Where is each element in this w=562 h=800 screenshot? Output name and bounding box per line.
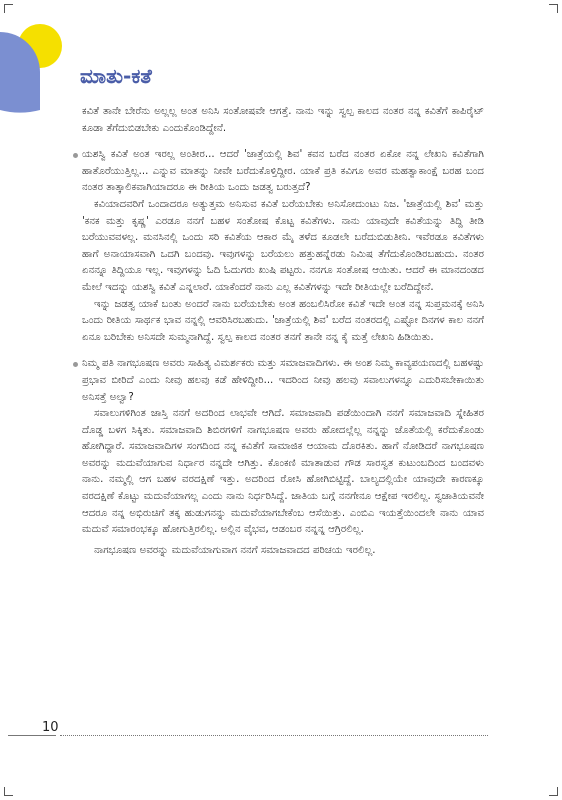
crop-mark-bottom-left — [4, 787, 13, 796]
question-2: ನಿಮ್ಮ ಪತಿ ನಾಗಭೂಷಣ ಅವರು ಸಾಹಿತ್ಯ ವಿಮರ್ಶಕರು ಮತ್ತು ಸಮಾಜವಾದಿಗಳು. ಈ ಅಂಶ ನಿಮ್ಮ ಕಾವ್ಯಪಯಣದಲ್ಲಿ ಬಹಳಷ್ಟು ಪ್ರಭಾವ ಬೀರಿದೆ ಎಂದು ನೀವು ಹಲವು ಕಡೆ ಹೇಳಿದ್ದೀರಿ... ಇದರಿಂದ ನೀವು ಹಲವು ಸವಾಲುಗಳನ್ನೂ ಎದುರಿಸಬೇಕಾಯಿತು ಅನಿಸತ್ತೆ ಅಲ್ವಾ? — [82, 358, 484, 403]
question-block-2 — [82, 356, 484, 406]
footer-rule — [8, 735, 56, 736]
footer-dotted-rule — [60, 735, 488, 736]
intro-paragraph: ಕವಿತೆ ತಾನೇ ಬೇರೆನು ಅಲ್ಲಲ್ಲ ಅಂತ ಅನಿಸಿ ಸಂತೋಷವೇ ಆಗತ್ತೆ. ನಾನು ಇನ್ನು ಸ್ವಲ್ಪ ಕಾಲದ ನಂತರ ನನ್ನ ಕವಿತೆಗೆ ಕಾಪಿರೈಟ್ ಕೂಡಾ ತೆಗೆದುಬಿಡಬೇಕು ಎಂದುಕೊಂಡಿದ್ದೇನೆ. — [82, 106, 484, 134]
page-title: ಮಾತು-ಕತೆ — [80, 64, 152, 88]
answer-1-paragraph-1: ಕವಿಯಾದವರಿಗೆ ಒಂದಾದರೂ ಅತ್ಯುತ್ತಮ ಅನಿಸುವ ಕವಿತೆ ಬರೆಯಬೇಕು ಅನಿಸೋದುಂಟು ನಿಜ. 'ಜಾತ್ರೆಯಲ್ಲಿ ಶಿವ' ಮತ್ತು 'ಕನಕ ಮತ್ತು ಕೃಷ್ಣ' ಎರಡೂ ನನಗೆ ಬಹಳ ಸಂತೋಷ ಕೊಟ್ಟ ಕವಿತೆಗಳು. ನಾನು ಯಾವುದೇ ಕವಿತೆಯನ್ನು ತಿದ್ದಿ ತೀಡಿ ಬರೆಯುವವಳಲ್ಲ. ಮನಸಿನಲ್ಲಿ ಒಂದು ಸರಿ ಕವಿತೆಯ ಆಕಾರ ಮೈ ತಳೆದ ಕೂಡಲೇ ಬರೆದುಬಿಡುತೀನಿ. ಇವೆರಡೂ ಕವಿತೆಗಳು ಹಾಗೆ ಅನಾಯಾಸವಾಗಿ ಒದಗಿ ಬಂದವು. ಇವುಗಳನ್ನು ಬರೆಯಲು ಹತ್ತುಹನ್ನೆರಡು ನಿಮಿಷ ತೆಗೆದುಕೊಂಡಿರಬಹುದು. ನಂತರ ಏನನ್ನೂ ತಿದ್ದಿಯೂ ಇಲ್ಲ. ಇವುಗಳನ್ನು ಓದಿ ಓದುಗರು ಖುಷಿ ಪಟ್ಟರು. ನನಗೂ ಸಂತೋಷ ಆಯಿತು. ಆದರೆ ಈ ಮಾನದಂಡದ ಮೇಲೆ ಇದನ್ನು ಯಶಸ್ವಿ ಕವಿತೆ ಎನ್ನಲಾರೆ. ಯಾಕೆಂದರೆ ನಾನು ಎಲ್ಲ ಕವಿತೆಗಳನ್ನು ಇದೇ ರೀತಿಯಲ್ಲೇ ಬರೆದಿದ್ದೇನೆ. — [82, 198, 484, 293]
answer-2-paragraph-1: ಸವಾಲುಗಳಿಗಿಂತ ಜಾಸ್ತಿ ನನಗೆ ಅದರಿಂದ ಲಾಭವೇ ಆಗಿದೆ. ಸಮಾಜವಾದಿ ಪಡೆಯಿಂದಾಗಿ ನನಗೆ ಸಮಾಜವಾದಿ ಸ್ನೇಹಿತರ ದೊಡ್ಡ ಬಳಗ ಸಿಕ್ಕಿತು. ಸಮಾಜವಾದಿ ಶಿಬಿರಗಳಿಗೆ ನಾಗಭೂಷಣ ಅವರು ಹೋದಲ್ಲೆಲ್ಲ ನನ್ನನ್ನು ಜೊತೆಯಲ್ಲಿ ಕರೆದುಕೊಂಡು ಹೋಗಿದ್ದಾರೆ. ಸಮಾಜವಾದಿಗಳ ಸಂಗದಿಂದ ನನ್ನ ಕವಿತೆಗೆ ಸಾಮಾಜಿಕ ಆಯಾಮ ದೊರಕಿತು. ಹಾಗೆ ನೋಡಿದರೆ ನಾಗಭೂಷಣ ಅವರನ್ನು ಮದುವೆಯಾಗುವ ನಿರ್ಧಾರ ನನ್ನದೇ ಆಗಿತ್ತು. ಕೊಂಕಣಿ ಮಾತಾಡುವ ಗೌಡ ಸಾರಸ್ವತ ಕುಟುಂಬದಿಂದ ಬಂದವಳು ನಾನು. ನಮ್ಮಲ್ಲಿ ಆಗ ಬಹಳ ವರದಕ್ಷಿಣೆ ಇತ್ತು. ಅದರಿಂದ ರೋಸಿ ಹೋಗಿಬಿಟ್ಟಿದ್ದೆ. ಬಾಲ್ಯದಲ್ಲಿಯೇ ಯಾವುದೇ ಕಾರಣಕ್ಕೂ ವರದಕ್ಷಿಣೆ ಕೊಟ್ಟು ಮದುವೆಯಾಗಲ್ಲ ಎಂದು ನಾನು ನಿರ್ಧರಿಸಿದ್ದೆ. ಜಾತಿಯ ಬಗ್ಗೆ ನನಗೇನೂ ಆಕ್ಷೇಪ ಇರಲಿಲ್ಲ. ಸ್ವಜಾತಿಯವನೇ ಆದರೂ ನನ್ನ ಅಭಿರುಚಿಗೆ ತಕ್ಕ ಹುಡುಗನನ್ನು ಮದುವೆಯಾಗಬೇಕೆಂಬ ಆಸೆಯಿತ್ತು. ಎಂಬಿಎ ಇಯತ್ತೆಯಿಂದಲೇ ನಾನು ಯಾವ ಮದುವೆ ಸಮಾರಂಭಕ್ಕೂ ಹೋಗುತ್ತಿರಲಿಲ್ಲ. ಅಲ್ಲಿನ ವೈಭವ, ಆಡಂಬರ ನನ್ನನ್ನ ಆಗ್ರಿರಲಿಲ್ಲ. — [82, 408, 484, 536]
question-1: ಯಶಸ್ವಿ ಕವಿತೆ ಅಂತ ಇರಲ್ಲ ಅಂತೀರ... ಆದರೆ 'ಜಾತ್ರೆಯಲ್ಲಿ ಶಿವ' ಕವನ ಬರೆದ ನಂತರ ಏಕೋ ನನ್ನ ಲೇಖನಿ ಕವಿತೆಗಾಗಿ ಹಾತೊರೆಯುತ್ತಿಲ್ಲ... ಎನ್ನುವ ಮಾತನ್ನು ನೀವೇ ಬರೆದುಕೊಳ್ತಿದ್ದೀರ. ಯಾಕೆ ಪ್ರತಿ ಕವಿಗೂ ಅವರ ಮಹತ್ವಾಕಾಂಕ್ಷೆ ಬರಹ ಬಂದ ನಂತರ ತಾತ್ಕಾಲಿಕವಾಗಿಯಾದರೂ ಈ ರೀತಿಯ ಒಂದು ಜಡತ್ವ ಬರುತ್ತದೆ? — [82, 149, 484, 194]
bullet-icon — [73, 153, 78, 158]
crop-mark-bottom-right — [549, 787, 558, 796]
crop-mark-top-right — [549, 4, 558, 13]
decorative-circles — [0, 0, 120, 120]
page-number: 10 — [42, 720, 59, 735]
article-body — [82, 104, 484, 559]
question-block-1 — [82, 147, 484, 197]
bullet-icon — [73, 362, 78, 367]
answer-1-paragraph-2: ಇನ್ನು ಜಡತ್ವ ಯಾಕೆ ಬಂತು ಅಂದರೆ ನಾನು ಬರೆಯಬೇಕು ಅಂತ ಹಂಬಲಿಸಿರೋ ಕವಿತೆ ಇದೇ ಅಂತ ನನ್ನ ಸುಪ್ತಮನಕ್ಕೆ ಅನಿಸಿ ಒಂದು ರೀತಿಯ ಸಾರ್ಥಕ ಭಾವ ನನ್ನಲ್ಲಿ ಆವರಿಸಿರಬಹುದು. 'ಜಾತ್ರೆಯಲ್ಲಿ ಶಿವ' ಬರೆದ ನಂತರದಲ್ಲಿ ಎಷ್ಟೋ ದಿನಗಳ ಕಾಲ ನನಗೆ ಏನೂ ಬರಿಬೇಕು ಅನಿಸದೇ ಸುಮ್ಮನಾಗಿದ್ದೆ. ಸ್ವಲ್ಪ ಕಾಲದ ನಂತರ ತನಗೆ ತಾನೇ ನನ್ನ ಕೈ ಮತ್ತೆ ಲೇಖನಿ ಹಿಡಿಯಿತು. — [82, 298, 484, 343]
answer-2-paragraph-2: ನಾಗಭೂಷಣ ಅವರನ್ನು ಮದುವೆಯಾಗುವಾಗ ನನಗೆ ಸಮಾಜವಾದದ ಪರಿಚಯ ಇರಲಿಲ್ಲ. — [94, 544, 376, 556]
